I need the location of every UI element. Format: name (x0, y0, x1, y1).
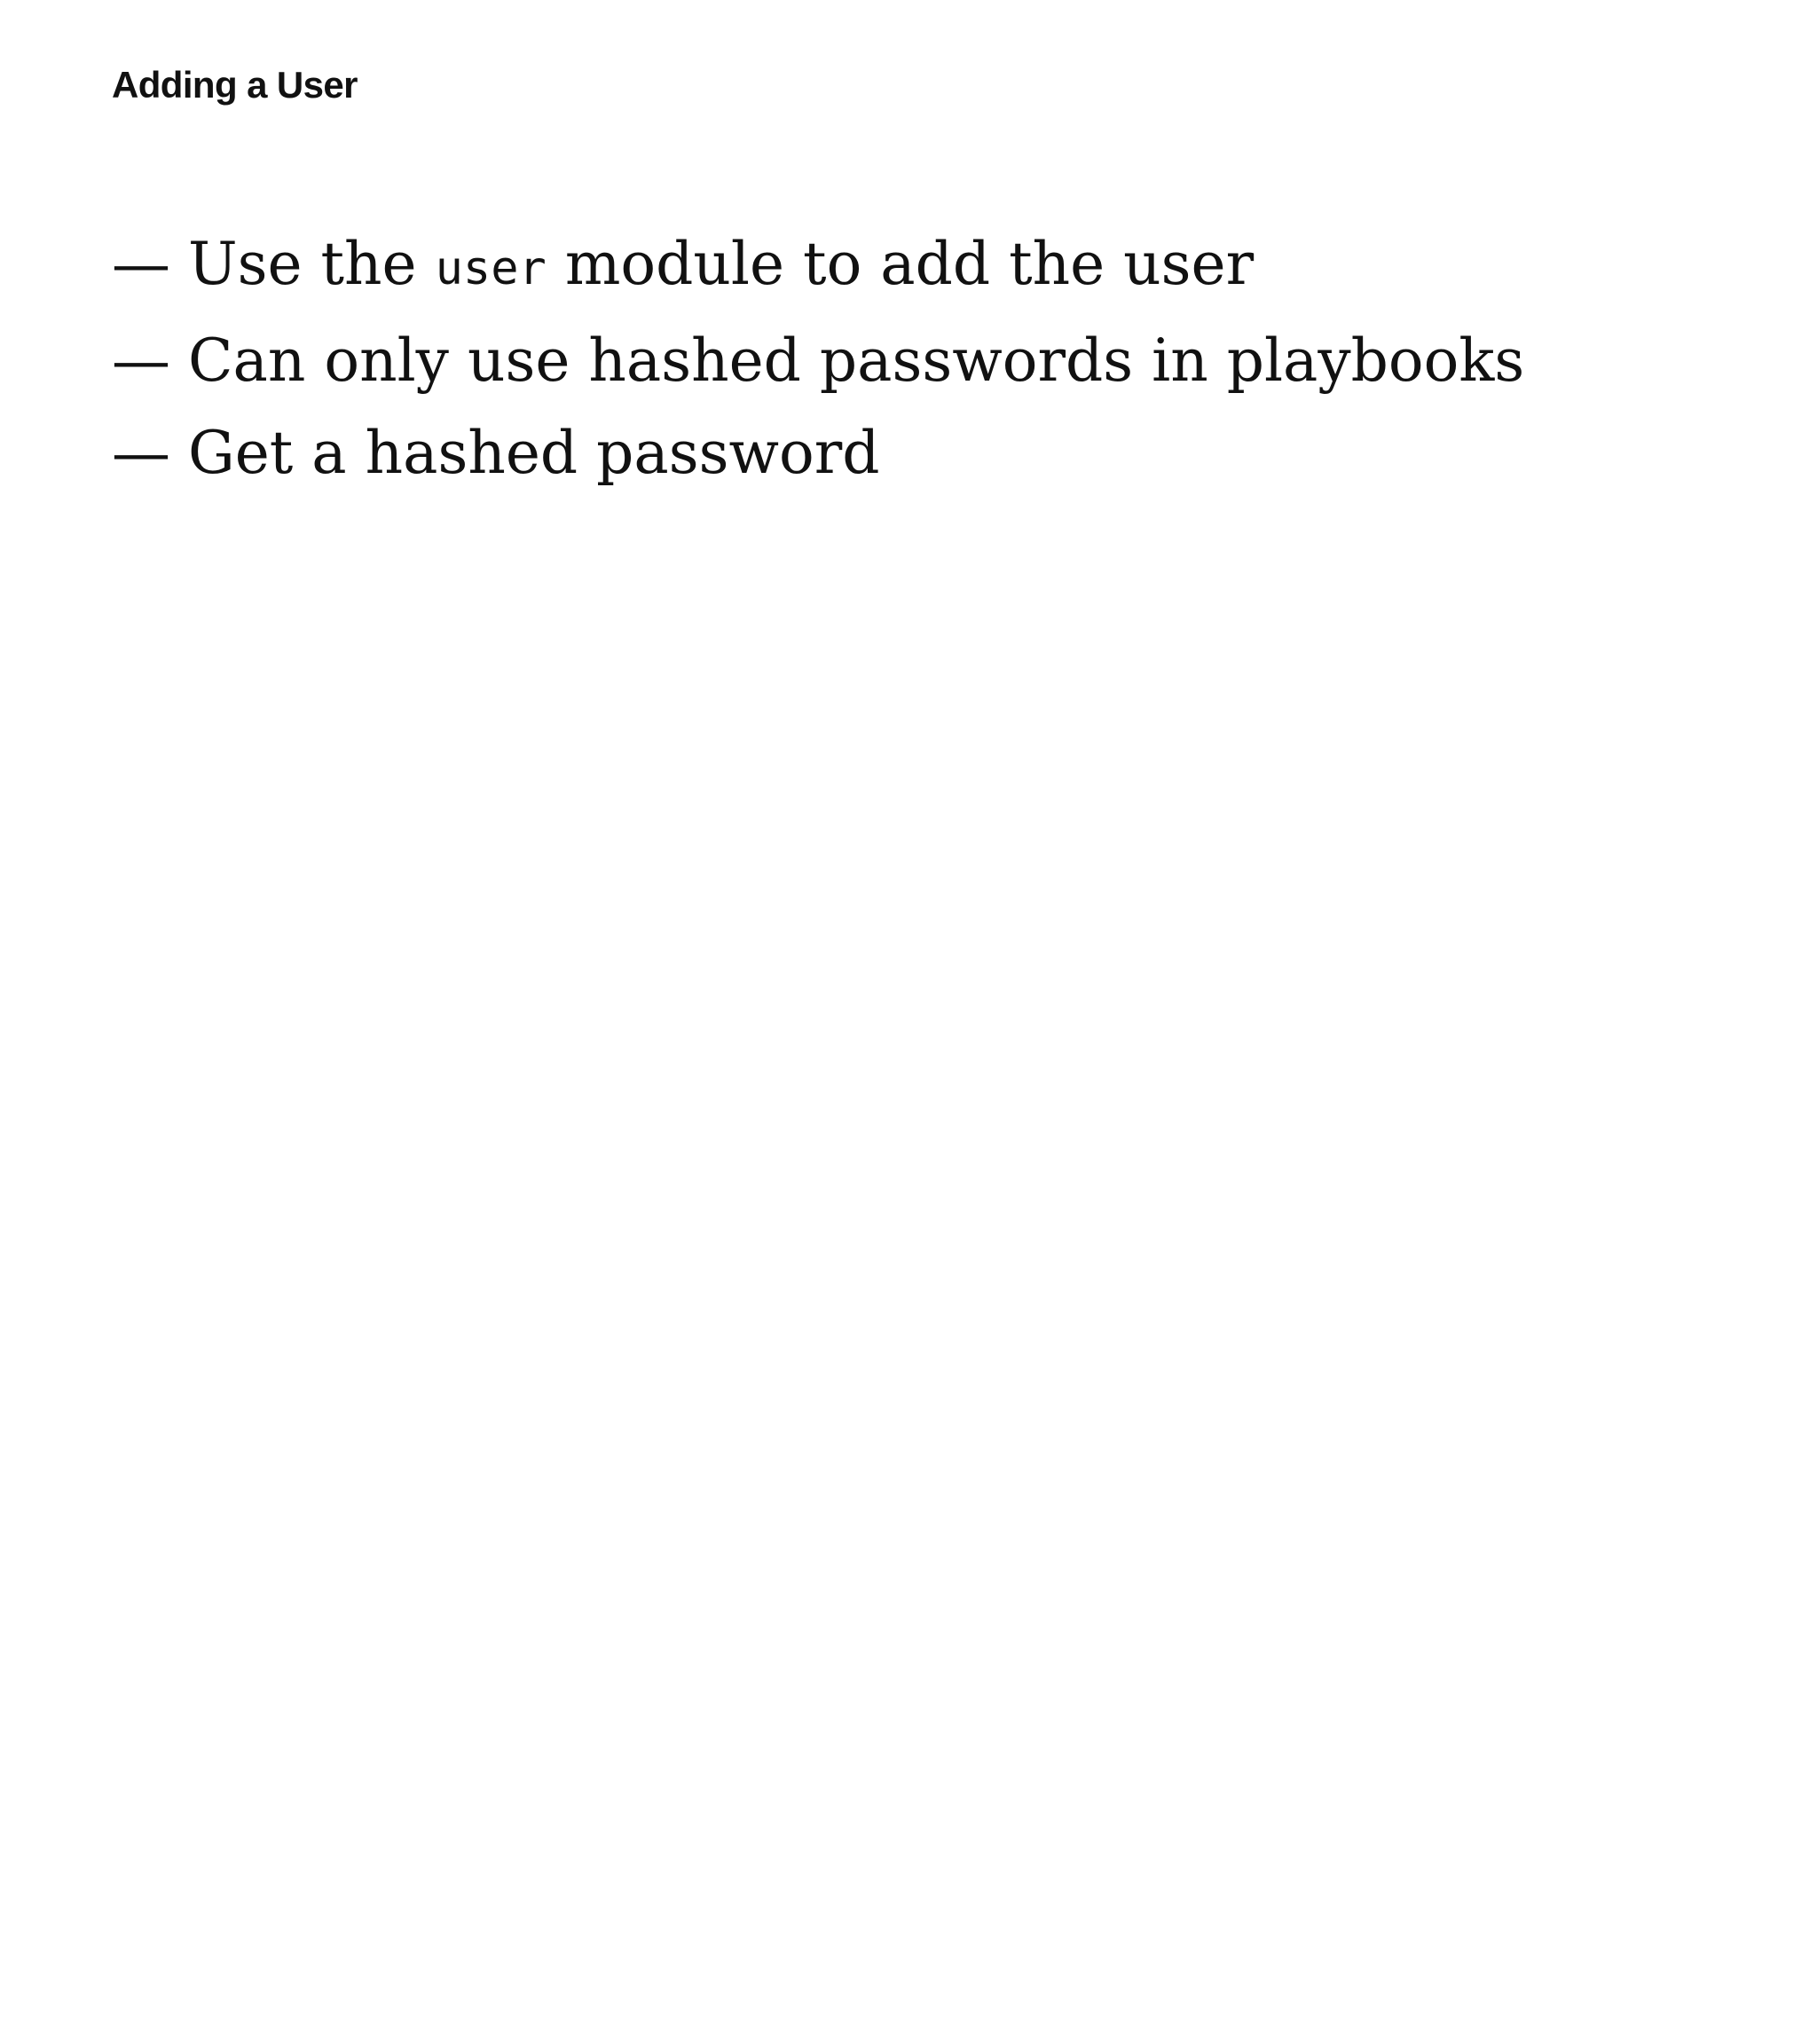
bullet-marker: — (112, 419, 170, 487)
bullet-marker: — (112, 326, 170, 395)
bullet-text: Can only use hashed passwords in playbooks (188, 326, 1525, 395)
slide-title: Adding a User (112, 64, 358, 106)
bullet-item (112, 218, 1524, 315)
bullet-list (112, 218, 1524, 499)
bullet-item (112, 315, 1524, 407)
bullet-text-after: module to add the user (546, 230, 1255, 298)
inline-code: user (435, 242, 547, 295)
bullet-text: Get a hashed password (188, 419, 880, 487)
bullet-marker: — (112, 230, 170, 298)
bullet-item (112, 407, 1524, 499)
bullet-text-before: Use the (188, 230, 436, 298)
